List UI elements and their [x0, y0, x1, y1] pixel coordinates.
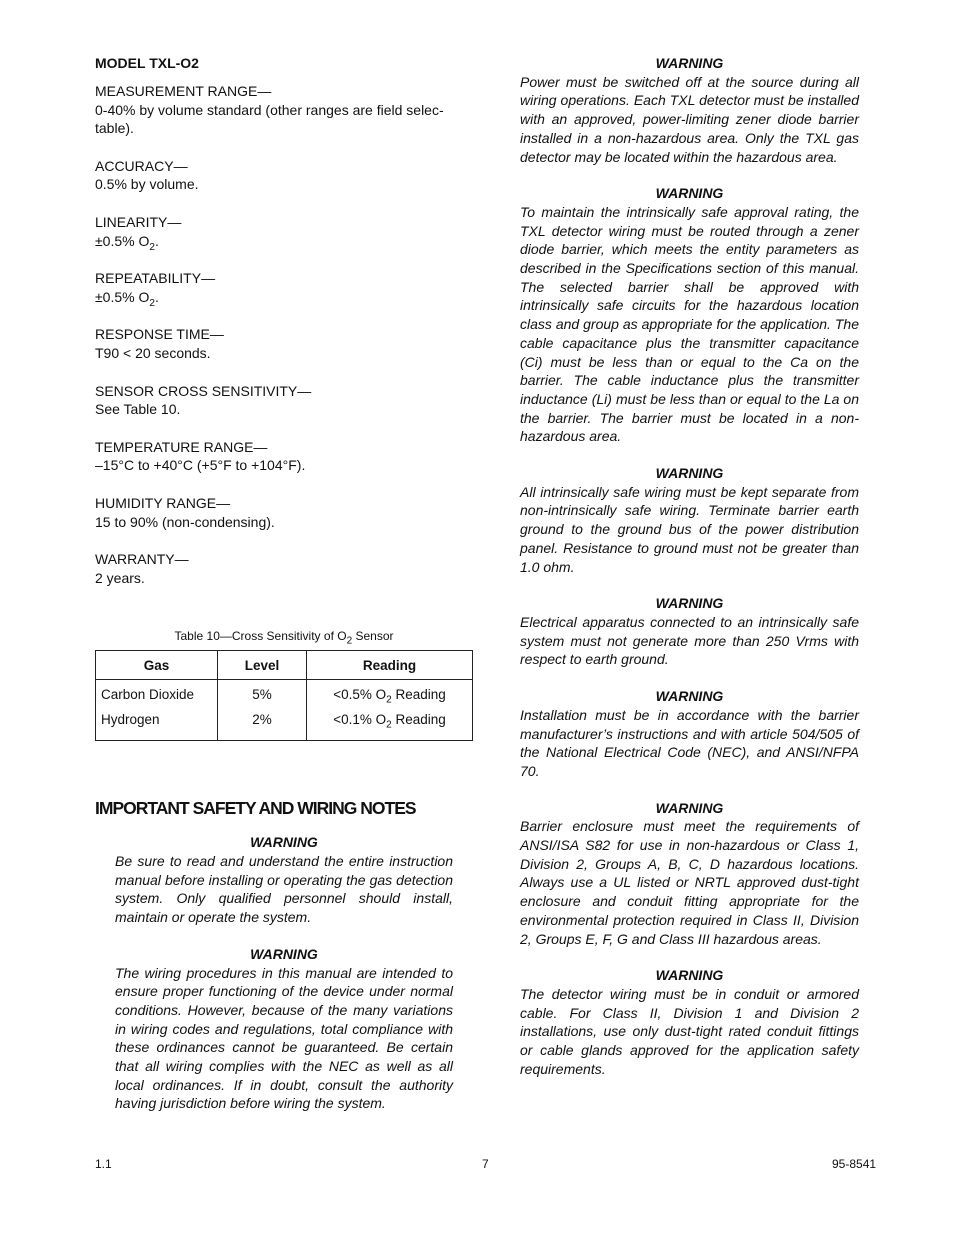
caption-suffix: Sensor: [352, 629, 394, 644]
reading-text: <0.5% O: [333, 687, 387, 703]
caption-text: Table 10—Cross Sensitivity of O: [174, 629, 347, 644]
subscript: 2: [346, 635, 353, 647]
spec-label: ACCURACY—: [95, 157, 188, 174]
warning-title: WARNING: [655, 799, 724, 816]
spec-value: See Table 10.: [95, 401, 181, 418]
warning-title: WARNING: [655, 967, 724, 984]
table-header-row: [96, 651, 473, 680]
spec-label: WARRANTY—: [95, 551, 189, 568]
spec-humidity-range: [95, 494, 473, 531]
spec-accuracy: [95, 157, 473, 194]
column-header-level: Level: [218, 651, 307, 680]
footer-page-number: 7: [482, 1157, 489, 1171]
model-title: MODEL TXL-O2: [95, 55, 199, 71]
cell-reading: [307, 680, 473, 708]
spec-value: 0.5% by volume.: [95, 176, 199, 193]
spec-response-time: [95, 325, 473, 362]
cell-level: 2%: [218, 707, 307, 741]
spec-warranty: [95, 550, 473, 587]
warning-block: [520, 799, 859, 949]
spec-value-line: [95, 288, 473, 307]
spec-label: RESPONSE TIME—: [95, 326, 224, 343]
cell-gas: Hydrogen: [96, 707, 218, 741]
warning-block: [520, 184, 859, 446]
reading-suffix: Reading: [391, 712, 446, 728]
warning-text: To maintain the intrinsically safe approval rating, the TXL detector wiring must be routed through a zener diode barrier, which meets the entity parameters as described in the Specifications section of this manual. The selected barrier shall be approved with intrinsically safe circuits for the hazardous location class and group as appropriate for the application. The cable capacitance plus the transmitter capacitance (Ci) must be less than or equal to the Ca on the barrier. The cable inductance plus the transmitter inductance (Li) must be less than or equal to the La on the barrier. The barrier must be located in a non-hazardous area.: [520, 203, 859, 445]
spec-suffix: .: [154, 232, 159, 249]
spec-value: 2 years.: [95, 569, 145, 586]
spec-label: REPEATABILITY—: [95, 270, 216, 287]
left-column: [95, 54, 473, 1113]
table-row: [96, 707, 473, 741]
spec-value: 0-40% by volume standard (other ranges are field selec-table).: [95, 101, 444, 137]
spec-label: HUMIDITY RANGE—: [95, 494, 231, 511]
warning-title: WARNING: [250, 945, 318, 962]
footer-revision: 1.1: [95, 1157, 112, 1171]
cell-gas: Carbon Dioxide: [96, 680, 218, 708]
cross-sensitivity-table: [95, 650, 473, 741]
spec-linearity: [95, 213, 473, 253]
column-header-gas: Gas: [96, 651, 218, 680]
subscript: 2: [149, 241, 155, 253]
table-row: [96, 680, 473, 708]
warning-block: [520, 966, 859, 1078]
spec-repeatability: [95, 269, 473, 309]
warning-text: All intrinsically safe wiring must be kept separate from non-intrinsically safe wiring. Terminate barrier earth ground to the ground bus of the power distribution panel. Resistance to ground must not be greater than 1.0 ohm.: [520, 483, 859, 575]
warning-text: Power must be switched off at the source during all wiring operations. Each TXL detector must be installed with an approved, power-limiting zener diode barrier installed in a non-hazardous area. Only the TXL gas detector may be located within the hazardous area.: [520, 73, 859, 165]
warning-block: [520, 687, 859, 781]
warning-title: WARNING: [250, 834, 318, 851]
column-header-reading: Reading: [307, 651, 473, 680]
spec-cross-sensitivity: [95, 382, 473, 419]
spec-value: 15 to 90% (non-condensing).: [95, 513, 275, 530]
warning-text: Be sure to read and understand the entire instruction manual before installing or operating the gas detection system. Only qualified personnel should install, maintain or operate the system.: [115, 852, 453, 926]
spec-value: T90 < 20 seconds.: [95, 344, 211, 361]
warning-block: [520, 54, 859, 166]
warning-block: [115, 833, 453, 927]
spec-value: ±0.5% O: [95, 232, 150, 249]
left-warnings: [95, 833, 473, 1113]
table-caption: [95, 628, 473, 647]
reading-suffix: Reading: [391, 687, 446, 703]
warning-text: Barrier enclosure must meet the requirements of ANSI/ISA S82 for use in non-hazardous or Class 1, Division 2, Groups A, B, C, D hazardous locations. Always use a UL listed or NRTL approved dust-tight enclosure and conduit fitting appropriate for the environmental protection required in Class II, Division 2, Groups E, F, G and Class III hazardous areas.: [520, 818, 859, 947]
spec-label: LINEARITY—: [95, 213, 182, 230]
subscript: 2: [149, 297, 155, 309]
warning-title: WARNING: [655, 185, 724, 202]
spec-label: SENSOR CROSS SENSITIVITY—: [95, 382, 312, 399]
footer-document-number: 95-8541: [832, 1157, 877, 1171]
spec-value: ±0.5% O: [95, 288, 150, 305]
spec-label: MEASUREMENT RANGE—: [95, 83, 272, 99]
reading-text: <0.1% O: [333, 712, 387, 728]
warning-text: The wiring procedures in this manual are intended to ensure proper functioning of the device under normal conditions. However, because of the many variations in wiring codes and regulations, total compliance with these ordinances cannot be guaranteed. Be certain that all wiring complies with the NEC as well as all local ordinances. If in doubt, consult the authority having jurisdiction before wiring the system.: [115, 964, 453, 1112]
warning-block: [115, 945, 453, 1113]
subscript: 2: [386, 719, 392, 731]
warning-block: [520, 594, 859, 669]
warning-title: WARNING: [655, 465, 724, 482]
spec-label: TEMPERATURE RANGE—: [95, 438, 268, 455]
warning-text: Installation must be in accordance with the barrier manufacturer’s instructions and with article 504/505 of the National Electrical Code (NEC), and ANSI/NFPA 70.: [520, 706, 859, 779]
warning-title: WARNING: [655, 688, 724, 705]
spec-value-line: [95, 232, 473, 251]
spec-value: –15°C to +40°C (+5°F to +104°F).: [95, 457, 306, 474]
cell-level: 5%: [218, 680, 307, 708]
warning-block: [520, 464, 859, 576]
spec-measurement-range: [95, 82, 473, 138]
subscript: 2: [386, 694, 392, 706]
warning-title: WARNING: [655, 595, 724, 612]
right-column: [520, 54, 859, 1078]
section-title: IMPORTANT SAFETY AND WIRING NOTES: [95, 798, 416, 819]
spec-temperature-range: [95, 438, 473, 475]
warning-text: The detector wiring must be in conduit or armored cable. For Class II, Division 1 and Division 2 installations, use only dust-tight rated conduit fittings or cable glands approved for the application safety requirements.: [520, 985, 859, 1077]
warning-title: WARNING: [655, 55, 724, 71]
spec-suffix: .: [154, 288, 159, 305]
cell-reading: [307, 707, 473, 741]
warning-text: Electrical apparatus connected to an intrinsically safe system must not generate more than 250 Vrms with respect to earth ground.: [520, 613, 859, 668]
